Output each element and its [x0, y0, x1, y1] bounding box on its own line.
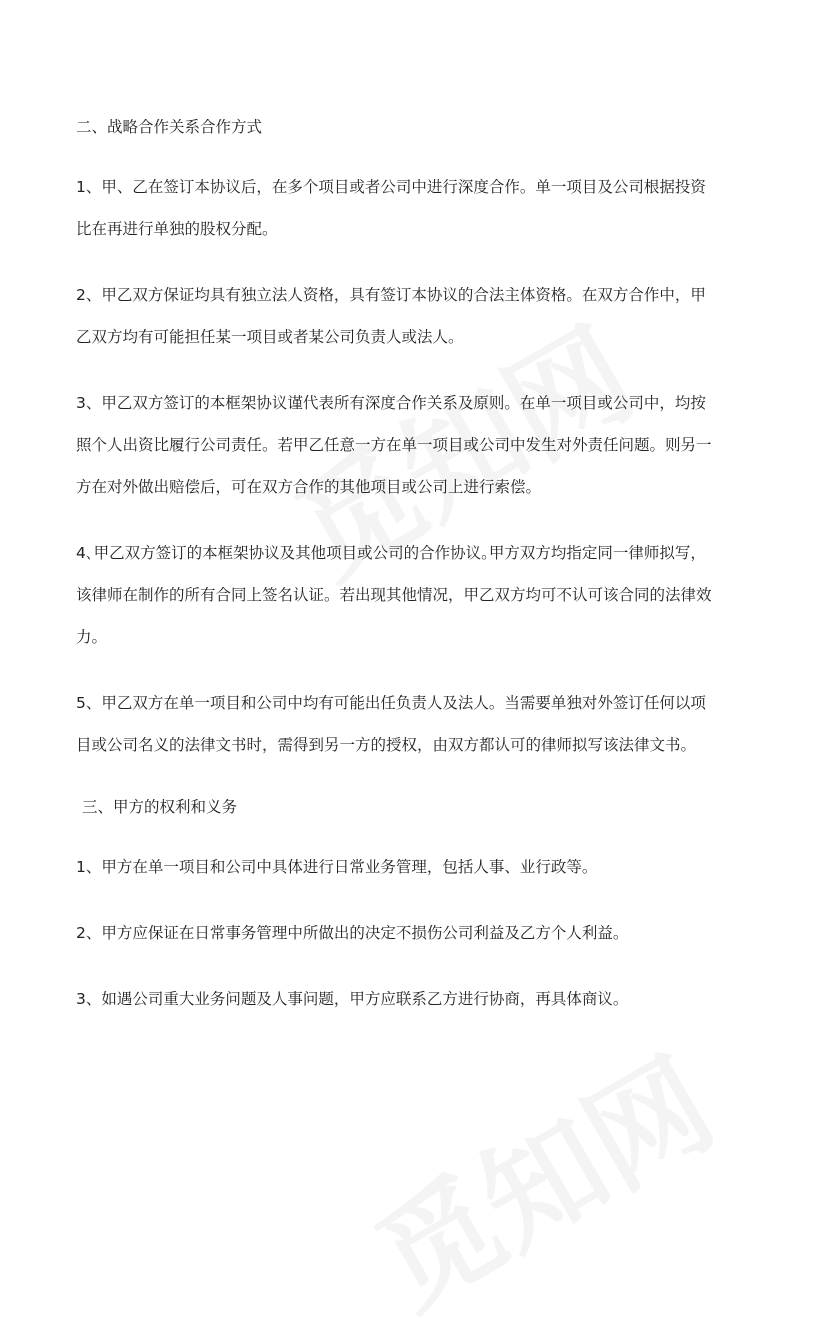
watermark-logo [341, 1012, 739, 1340]
clause-line: 照个人出资比履行公司责任。若甲乙任意一方在单一项目或公司中发生对外责任问题。则另一 [76, 436, 712, 454]
clause-line: 1、甲、乙在签订本协议后，在多个项目或者公司中进行深度合作。单一项目及公司根据投资 [76, 178, 706, 196]
section-heading: 二、战略合作关系合作方式 [76, 118, 263, 136]
clause-line: 乙双方均有可能担任某一项目或者某公司负责人或法人。 [76, 328, 464, 346]
clause-line: 3、甲乙双方签订的本框架协议谨代表所有深度合作关系及原则。在单一项目或公司中，均按 [76, 394, 706, 412]
clause-line: 4､甲乙双方签订的本框架协议及其他项目或公司的合作协议｡甲方双方均指定同一律师拟写， [76, 544, 706, 562]
clause-line: 2、甲方应保证在日常事务管理中所做出的决定不损伤公司利益及乙方个人利益。 [76, 924, 629, 942]
clause-line: 1、甲方在单一项目和公司中具体进行日常业务管理，包括人事、业行政等。 [76, 858, 598, 876]
clause-line: 力。 [76, 628, 108, 646]
clause-line: 该律师在制作的所有合同上签名认证。若出现其他情况，甲乙双方均可不认可该合同的法律效 [76, 586, 712, 604]
clause-line: 5、甲乙双方在单一项目和公司中均有可能出任负责人及法人。当需要单独对外签订任何以项 [76, 694, 706, 712]
clause-line: 比在再进行单独的股权分配。 [76, 220, 278, 238]
clause-line: 方在对外做出赔偿后，可在双方合作的其他项目或公司上进行索偿。 [76, 478, 542, 496]
clause-line: 目或公司名义的法律文书时，需得到另一方的授权，由双方都认可的律师拟写该法律文书。 [76, 736, 697, 754]
clause-line: 3、如遇公司重大业务问题及人事问题，甲方应联系乙方进行协商，再具体商议。 [76, 990, 629, 1008]
section-heading: 三、甲方的权利和义务 [82, 798, 238, 816]
clause-line: 2、甲乙双方保证均具有独立法人资格，具有签订本协议的合法主体资格。在双方合作中，甲 [76, 286, 706, 304]
